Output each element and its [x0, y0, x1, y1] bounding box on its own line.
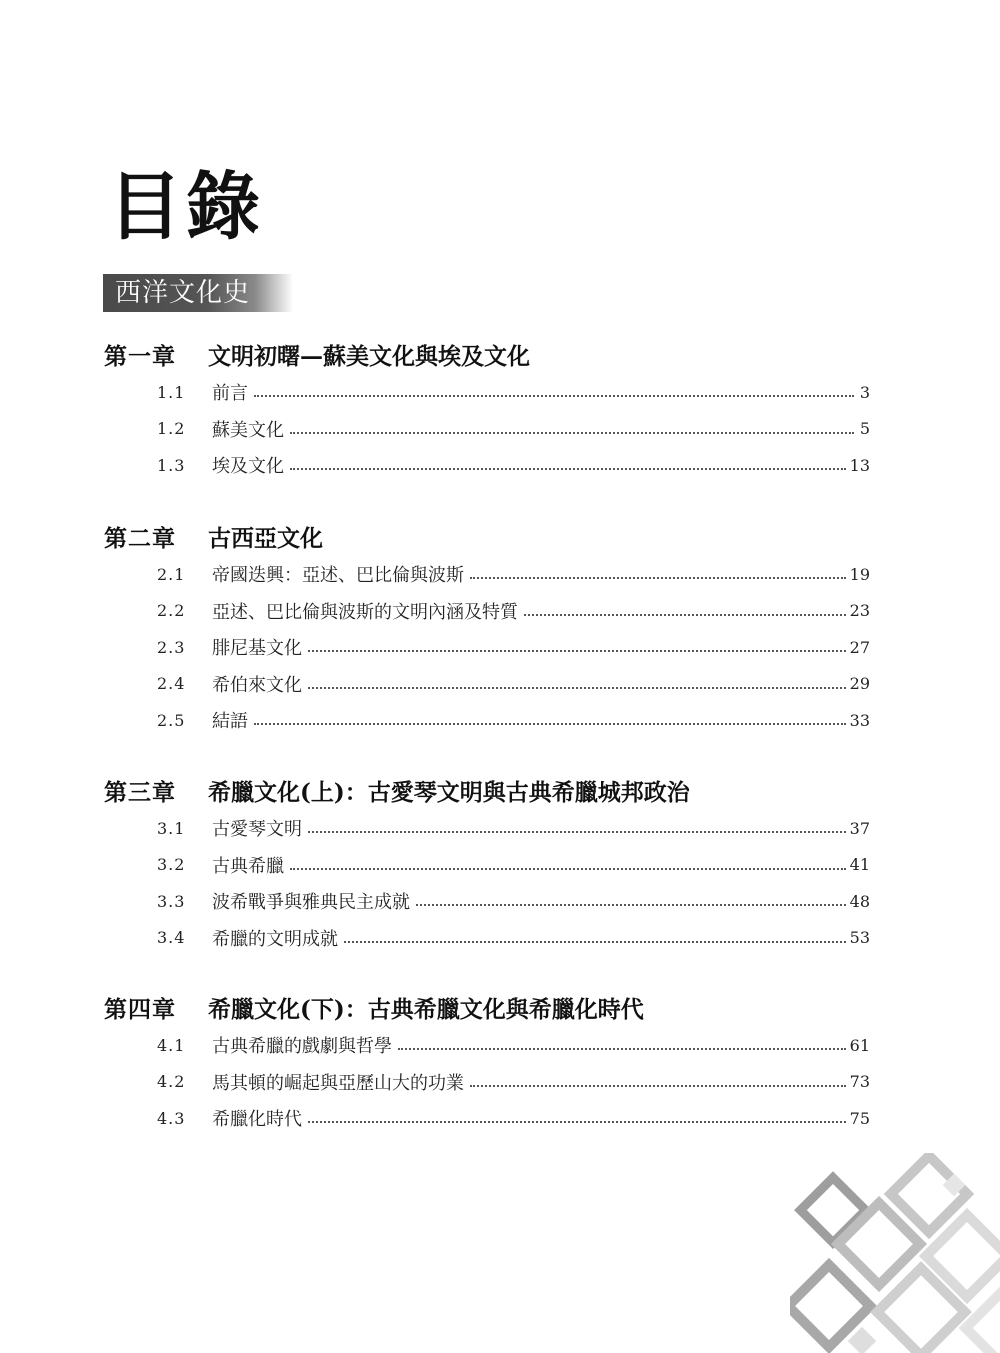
chapter-title: 古西亞文化 [208, 524, 323, 552]
section-title: 希臘的文明成就 [212, 928, 338, 950]
chapter-4 [104, 987, 870, 1137]
section-title: 結語 [212, 711, 248, 733]
section-number: 3.3 [157, 891, 186, 911]
section-title: 馬其頓的崛起與亞歷山大的功業 [212, 1072, 464, 1094]
dot-leader [308, 831, 846, 833]
page-number: 27 [849, 637, 870, 657]
section-title: 亞述、巴比倫與波斯的文明內涵及特質 [212, 601, 518, 623]
section-number: 2.1 [157, 564, 186, 584]
toc-entry[interactable] [104, 702, 870, 739]
section-title: 希伯來文化 [212, 674, 302, 696]
page-number: 33 [849, 710, 870, 730]
section-title: 腓尼基文化 [212, 638, 302, 660]
dot-leader [254, 723, 846, 725]
toc-entry[interactable] [104, 411, 870, 448]
section-number: 2.3 [157, 637, 186, 657]
chapter-title: 文明初曙—蘇美文化與埃及文化 [208, 342, 530, 370]
dot-leader [398, 1048, 846, 1050]
dot-leader [254, 395, 854, 397]
chapter-3 [104, 770, 870, 956]
section-title: 希臘化時代 [212, 1109, 302, 1131]
section-number: 2.5 [157, 710, 186, 730]
dot-leader [470, 577, 846, 579]
chapter-number: 第二章 [104, 524, 176, 552]
toc-entry[interactable] [104, 1064, 870, 1101]
chapter-number: 第一章 [104, 342, 176, 370]
toc-entry[interactable] [104, 883, 870, 920]
toc-entry[interactable] [104, 556, 870, 593]
page-number: 48 [849, 891, 870, 911]
page-number: 3 [859, 382, 870, 402]
toc-entry[interactable] [104, 593, 870, 630]
section-title: 前言 [212, 383, 248, 405]
section-number: 1.3 [157, 455, 186, 475]
page-number: 73 [849, 1072, 870, 1092]
section-number: 1.1 [157, 382, 186, 402]
toc-entry[interactable] [104, 1027, 870, 1064]
page-number: 75 [849, 1108, 870, 1128]
chapter-heading[interactable] [104, 987, 870, 1027]
toc-entry[interactable] [104, 374, 870, 411]
page-number: 53 [849, 928, 870, 948]
chapter-number: 第四章 [104, 995, 176, 1023]
chapter-heading[interactable] [104, 770, 870, 810]
toc-entry[interactable] [104, 447, 870, 484]
toc-entry[interactable] [104, 629, 870, 666]
section-banner [103, 274, 293, 312]
diamond-pattern-decoration [790, 1153, 1000, 1353]
section-number: 2.2 [157, 601, 186, 621]
toc-entry[interactable] [104, 666, 870, 703]
section-number: 1.2 [157, 419, 186, 439]
section-number: 3.4 [157, 928, 186, 948]
section-number: 3.1 [157, 818, 186, 838]
section-title: 埃及文化 [212, 456, 284, 478]
section-number: 4.1 [157, 1035, 186, 1055]
section-title: 古典希臘 [212, 855, 284, 877]
chapter-heading[interactable] [104, 334, 870, 374]
toc-entry[interactable] [104, 920, 870, 957]
page-title: 目錄 [108, 164, 264, 250]
chapter-heading[interactable] [104, 516, 870, 556]
dot-leader [290, 432, 854, 434]
toc-entry[interactable] [104, 1100, 870, 1137]
page-number: 37 [849, 818, 870, 838]
page-number: 29 [849, 674, 870, 694]
chapter-title: 希臘文化(上)：古愛琴文明與古典希臘城邦政治 [208, 778, 690, 806]
chapter-2 [104, 516, 870, 739]
section-number: 4.2 [157, 1072, 186, 1092]
dot-leader [308, 650, 846, 652]
section-banner-label: 西洋文化史 [115, 278, 251, 308]
page-number: 13 [849, 455, 870, 475]
section-title: 波希戰爭與雅典民主成就 [212, 892, 410, 914]
diamond-outline [966, 1293, 1000, 1353]
page-number: 5 [859, 419, 870, 439]
chapter-1 [104, 334, 870, 484]
page-number: 23 [849, 601, 870, 621]
section-title: 帝國迭興：亞述、巴比倫與波斯 [212, 565, 464, 587]
toc-entry[interactable] [104, 847, 870, 884]
section-number: 3.2 [157, 855, 186, 875]
toc-entry[interactable] [104, 810, 870, 847]
dot-leader [470, 1085, 846, 1087]
dot-leader [416, 904, 846, 906]
dot-leader [308, 1121, 846, 1123]
section-title: 蘇美文化 [212, 419, 284, 441]
page-number: 61 [849, 1035, 870, 1055]
section-title: 古愛琴文明 [212, 819, 302, 841]
dot-leader [524, 614, 846, 616]
section-number: 4.3 [157, 1108, 186, 1128]
page-number: 41 [849, 855, 870, 875]
dot-leader [344, 941, 846, 943]
dot-leader [290, 868, 846, 870]
chapter-title: 希臘文化(下)：古典希臘文化與希臘化時代 [208, 995, 644, 1023]
section-title: 古典希臘的戲劇與哲學 [212, 1036, 392, 1058]
section-number: 2.4 [157, 674, 186, 694]
chapter-number: 第三章 [104, 778, 176, 806]
dot-leader [308, 687, 846, 689]
dot-leader [290, 468, 846, 470]
page-number: 19 [849, 564, 870, 584]
